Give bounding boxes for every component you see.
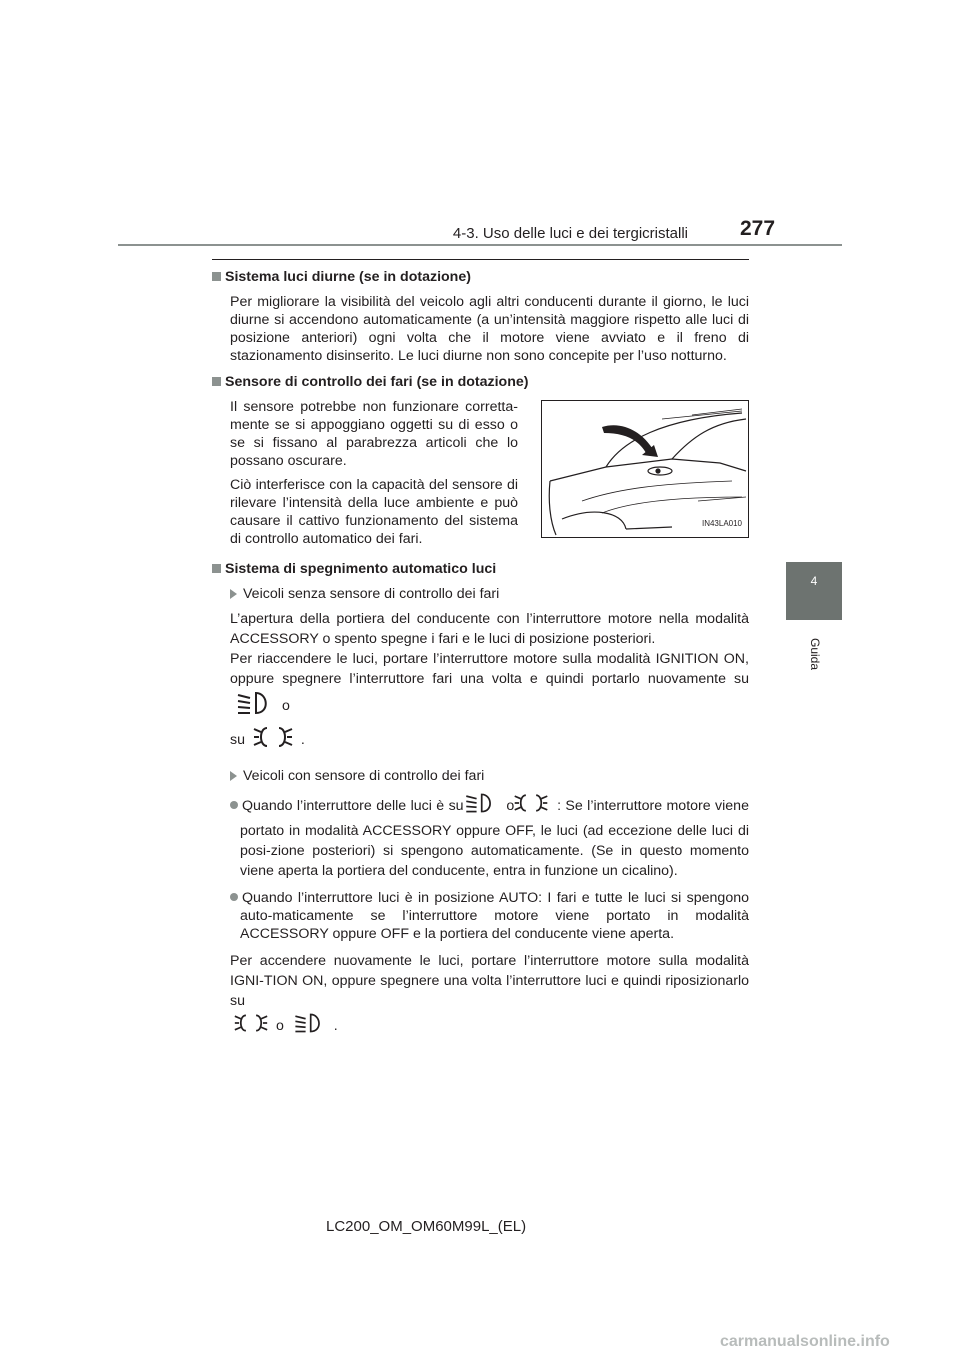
watermark: carmanualsonline.info — [720, 1333, 890, 1350]
square-bullet-icon — [212, 377, 221, 386]
section-divider — [212, 259, 749, 260]
chapter-label-box — [808, 634, 822, 674]
heading-sensor: Sensore di controllo dei fari (se in dotazione) — [212, 373, 749, 391]
sensor-para-2: Ciò interferisce con la capacità del sensore di rilevare l’intensità della luce ambiente e può causare il cattivo funzionamento del sistema di controllo automatico dei fari. — [230, 477, 518, 547]
square-bullet-icon — [212, 272, 221, 281]
bullet-item-1: Quando l’interruttore delle luci è su o : Se l’interruttore motore viene portato in modalità ACCESSORY oppure OFF, le luci (ad eccezione delle luci di posi-zione posteriori) si spengono automaticamente. (Se in questo momento viene aperta la portiera del conducente, entra in funzione un cicalino). — [230, 791, 749, 881]
round-bullet-icon — [230, 801, 238, 809]
sensor-illustration — [541, 400, 749, 538]
heading-auto-off: Sistema di spegnimento automatico luci — [212, 560, 749, 578]
heading-drl: Sistema luci diurne (se in dotazione) — [212, 268, 749, 286]
sensor-para-1: Il sensore potrebbe non funzionare corretta-mente se si appoggiano oggetti su di esso o se si fissano al parabrezza articoli che lo possano oscurare. — [230, 399, 518, 469]
bullet-item-2: Quando l’interruttore luci è in posizione AUTO: I fari e tutte le luci si spengono auto-maticamente se l’interruttore motore viene portato in modalità ACCESSORY oppure OFF e la portiera del conducente viene aperta. — [230, 889, 749, 943]
headlight-low-beam-icon — [234, 689, 274, 723]
section-title: 4-3. Uso delle luci e dei tergicristalli — [452, 225, 688, 242]
running-header — [453, 225, 688, 242]
sub-heading-no-sensor: Veicoli senza sensore di controllo dei fari — [230, 585, 749, 603]
round-bullet-icon — [230, 893, 238, 901]
document-code: LC200_OM_OM60M99L_(EL) — [326, 1218, 527, 1235]
chapter-tab — [786, 562, 842, 620]
square-bullet-icon — [212, 564, 221, 573]
chapter-label: Guida — [808, 637, 822, 671]
triangle-bullet-icon — [230, 589, 237, 599]
headlight-low-beam-icon — [292, 1011, 326, 1041]
page-content — [212, 266, 749, 1049]
sub-heading-with-sensor: Veicoli con sensore di controllo dei fari — [230, 767, 749, 785]
tail-lights-icon — [523, 791, 549, 821]
drl-body: Per migliorare la visibilità del veicolo agli altri conducenti durante il giorno, le luci diurne si accendono automaticamente (a un’intensità maggiore rispetto alle luci di posizione anteriori) ogni volta che il motore viene avviato e il freno di stazionamento disinserito. Le luci diurne non sono concepite per l’uso notturno. — [230, 294, 749, 364]
chapter-number: 4 — [810, 574, 818, 588]
tail-lights-icon — [234, 1011, 268, 1041]
figure-code: IN43LA010 — [701, 519, 742, 528]
page-number: 277 — [740, 217, 776, 240]
triangle-bullet-icon — [230, 771, 237, 781]
auto-off-para-2: Per accendere nuovamente le luci, portare l’interruttore motore sulla modalità IGNI-TION ON, oppure spegnere una volta l’interruttore luci e quindi riposizionarlo su o . — [230, 951, 749, 1041]
tail-lights-icon — [253, 723, 293, 757]
auto-off-para-1: L’apertura della portiera del conducente con l’interruttore motore nella modalità ACCESSORY o spento spegne i fari e le luci di posizione posteriori. Per riaccendere le luci, portare l’interruttore motore sulla modalità IGNITION ON, oppure spegnere l’interruttore fari una volta e quindi portarlo nuovamente su o su . — [230, 609, 749, 757]
sensor-row — [230, 398, 749, 554]
header-divider — [118, 244, 842, 246]
sensor-text — [230, 398, 518, 554]
headlight-low-beam-icon — [472, 791, 498, 821]
